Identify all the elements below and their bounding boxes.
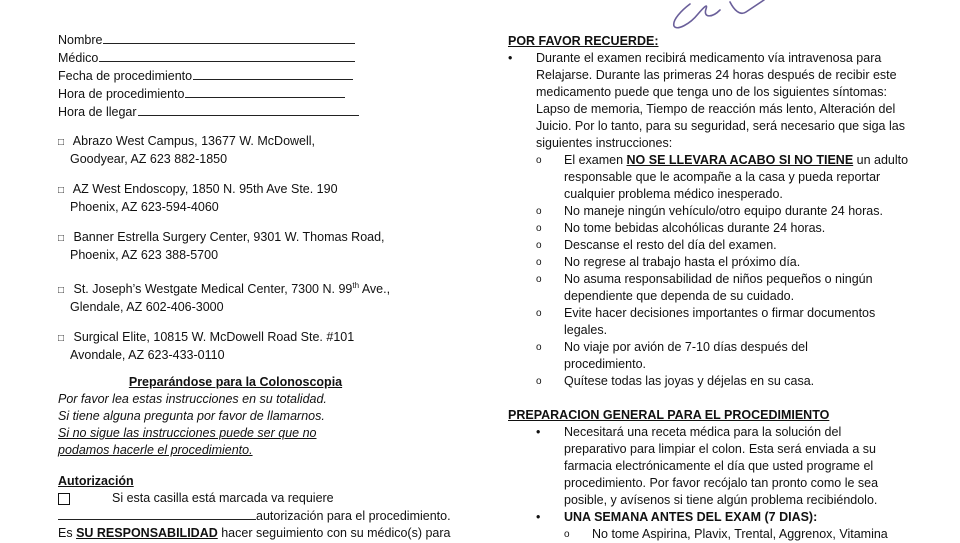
recuerde-sub-item [508,203,928,220]
location-surgical-elite[interactable] [58,329,458,364]
prep-line-4-text: podamos hacerle el procedimiento. [58,443,253,458]
checkbox-icon[interactable]: □ [58,333,65,345]
week-before-bullet [508,509,928,526]
authorization-line-2-text: autorización para el procedimiento. [256,509,451,524]
location-line: St. Joseph’s Westgate Medical Center, 7300 N. 99 [73,282,353,297]
prep-line-2: Si tiene alguna pregunta por favor de llamarnos. [58,409,325,424]
item-text: Quítese todas las joyas y déjelas en su casa. [564,374,815,388]
procedure-time-field[interactable] [58,85,458,103]
recuerde-intro-line: Durante el examen recibirá medicamento vía intravenosa para [536,51,882,65]
item-text: No tome Aspirina, Plavix, Trental, Aggrenox, Vitamina [592,527,888,541]
recuerde-sub-item [508,305,928,339]
authorization-title: Autorización [58,474,134,489]
location-phone-line: Goodyear, AZ 623 882-1850 [70,152,228,166]
general-line: Necesitará una receta médica para la solución del [564,425,842,439]
recuerde-sub-item [508,339,928,373]
item-text: responsable que le acompañe a la casa y pueda reportar [564,170,881,184]
item-text: dependiente que dependa de su cuidado. [564,289,795,303]
circle-bullet-icon: o [536,342,542,353]
general-line: farmacia electrónicamente el día que usted programe el [564,459,874,473]
doctor-blank[interactable] [99,49,355,62]
ordinal-suffix: th [352,281,360,290]
general-line: preparativo para limpiar el colon. Esta será enviada a su [564,442,876,456]
doctor-label: Médico [58,51,99,65]
item-text: No viaje por avión de 7-10 días después del [564,340,808,354]
authorization-section [58,473,458,542]
general-prep-title: PREPARACION GENERAL PARA EL PROCEDIMIENTO [508,408,830,422]
right-column [508,31,928,543]
location-abrazo[interactable] [58,133,458,168]
circle-bullet-icon: o [536,274,542,285]
recuerde-intro-line: Juicio. Por lo tanto, para su seguridad, será necesario que siga las [536,119,905,133]
location-phone-line: Phoenix, AZ 623 388-5700 [70,248,219,262]
item-text: No asuma responsabilidad de niños pequeños o ningún [564,272,873,286]
checkbox-icon[interactable]: □ [58,137,65,148]
item-text: legales. [564,323,608,337]
circle-bullet-icon: o [536,240,542,251]
prep-title: Preparándose para la Colonoscopia [128,375,343,390]
general-bullet [508,424,928,509]
checkbox-icon[interactable]: □ [58,285,65,297]
item-text: Evite hacer decisiones importantes o firmar documentos [564,306,876,320]
location-phone-line: Phoenix, AZ 623-594-4060 [70,200,219,214]
item-emphasis: NO SE LLEVARA ACABO SI NO TIENE [626,153,854,167]
doctor-field[interactable] [58,49,458,67]
prep-line-4 [58,442,458,459]
item-text: No regrese al trabajo hasta el próximo día. [564,255,801,269]
responsibility-pre: Es [58,526,77,541]
location-phone-line: Avondale, AZ 623-433-0110 [70,348,225,363]
arrival-time-label: Hora de llegar [58,105,137,119]
name-field[interactable] [58,31,458,49]
recuerde-intro-line: Lapso de memoria, Tiempo de reacción más lento, Alteración del [536,102,896,116]
arrival-time-field[interactable] [58,103,458,121]
general-line: posible, y avísenos si tiene algún problema recibiéndolo. [564,493,878,507]
recuerde-intro-line: siguientes instrucciones: [536,136,673,150]
patient-info-fields [58,31,458,121]
circle-bullet-icon: o [564,529,570,540]
location-banner[interactable] [58,229,458,264]
procedure-date-label: Fecha de procedimiento [58,69,193,83]
circle-bullet-icon: o [536,257,542,268]
bullet-icon: • [536,425,541,439]
item-text: No tome bebidas alcohólicas durante 24 horas. [564,221,826,235]
left-column [58,31,458,542]
week-before-sub-item [508,526,928,543]
recuerde-sub-item [508,373,928,390]
item-text-end: un adulto [853,153,909,167]
recuerde-sub-item [508,237,928,254]
location-line: AZ West Endoscopy, 1850 N. 95th Ave Ste. 190 [72,182,338,196]
general-line: procedimiento. Por favor recójalo tan pronto como le sea [564,476,879,490]
authorization-blank[interactable] [58,507,256,520]
prep-line-1: Por favor lea estas instrucciones en su totalidad. [58,392,327,407]
item-text: No maneje ningún vehículo/otro equipo durante 24 horas. [564,204,883,218]
recuerde-bullet [508,50,928,152]
recuerde-sub-item [508,271,928,305]
location-phone-line: Glendale, AZ 602-406-3000 [70,300,224,315]
location-line: Banner Estrella Surgery Center, 9301 W. Thomas Road, [73,230,385,244]
recuerde-sub-item [508,254,928,271]
responsibility-post: hacer seguimiento con su médico(s) para [217,526,451,541]
location-line-end: Ave., [359,282,391,297]
item-text: El examen [564,153,627,167]
prep-line-3 [58,425,458,442]
item-text: Descanse el resto del día del examen. [564,238,777,252]
circle-bullet-icon: o [536,206,542,217]
circle-bullet-icon: o [536,308,542,319]
location-line: Abrazo West Campus, 13677 W. McDowell, [72,134,316,148]
recuerde-title: POR FAVOR RECUERDE: [508,34,659,48]
authorization-checkbox[interactable] [58,493,70,505]
prep-line-3-text: Si no sigue las instrucciones puede ser que no [58,426,317,441]
checkbox-icon[interactable]: □ [58,233,65,244]
recuerde-sub-item [508,152,928,203]
week-before-heading: UNA SEMANA ANTES DEL EXAM (7 DIAS): [564,510,818,524]
circle-bullet-icon: o [536,223,542,234]
location-az-west[interactable] [58,181,458,216]
checkbox-icon[interactable]: □ [58,185,65,196]
item-text: procedimiento. [564,357,646,371]
authorization-checkbox-text: Si esta casilla está marcada va requiere [112,491,334,506]
location-st-joseph[interactable] [58,277,458,316]
authorization-line-2 [58,507,458,525]
procedure-time-label: Hora de procedimiento [58,87,185,101]
name-label: Nombre [58,33,103,47]
authorization-checkbox-row[interactable] [58,490,458,507]
recuerde-sub-item [508,220,928,237]
procedure-time-blank[interactable] [185,85,345,98]
circle-bullet-icon: o [536,376,542,387]
recuerde-intro-line: medicamento puede que tenga uno de los siguientes síntomas: [536,85,887,99]
bullet-icon: • [508,51,513,65]
location-line: Surgical Elite, 10815 W. McDowell Road Ste. #101 [73,330,355,345]
procedure-date-blank[interactable] [193,67,353,80]
signature-mark [668,0,778,30]
recuerde-intro-line: Relajarse. Durante las primeras 24 horas después de recibir este [536,68,897,82]
item-text: cualquier problema médico inesperado. [564,187,783,201]
responsibility-emphasis: SU RESPONSABILIDAD [76,526,218,541]
bullet-icon: • [536,510,541,524]
name-blank[interactable] [103,31,355,44]
circle-bullet-icon: o [536,155,542,166]
arrival-time-blank[interactable] [138,103,359,116]
procedure-date-field[interactable] [58,67,458,85]
